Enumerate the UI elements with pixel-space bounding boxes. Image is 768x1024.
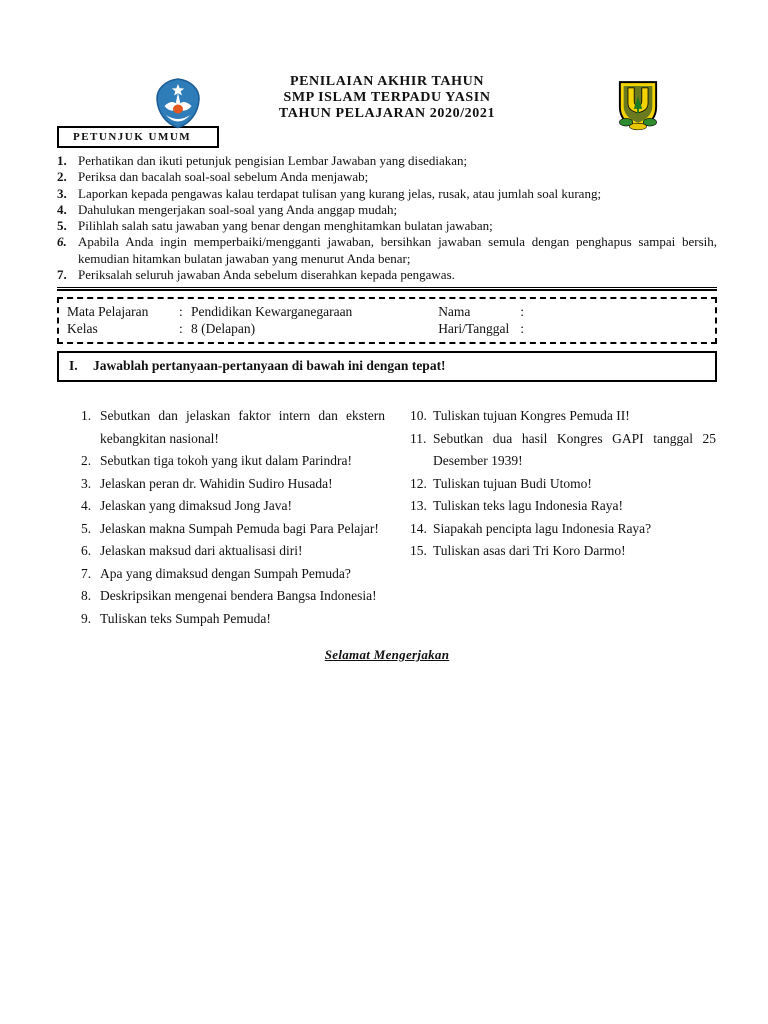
question-text: Jelaskan maksud dari aktualisasi diri! xyxy=(100,543,303,559)
instruction-text: Laporkan kepada pengawas kalau terdapat tulisan yang kurang jelas, rusak, atau jumlah soal kurang; xyxy=(78,185,602,201)
question-item xyxy=(410,540,716,563)
school-crest-logo-icon xyxy=(617,80,659,137)
instruction-text: Perhatikan dan ikuti petunjuk pengisian Lembar Jawaban yang disediakan; xyxy=(78,153,468,168)
subject-value: Pendidikan Kewarganegaraan xyxy=(191,304,353,320)
questions-left-column xyxy=(81,405,385,630)
exam-info-left xyxy=(67,303,438,337)
question-item xyxy=(410,405,716,428)
colon: : xyxy=(520,321,524,337)
question-text: Tuliskan teks lagu Indonesia Raya! xyxy=(433,498,623,514)
question-number: 1. xyxy=(81,408,92,424)
instruction-number: 2. xyxy=(57,169,67,185)
question-item xyxy=(81,585,385,608)
tut-wuri-handayani-logo-icon xyxy=(154,78,202,135)
question-text: Tuliskan teks Sumpah Pemuda! xyxy=(100,610,271,626)
question-number: 6. xyxy=(81,543,92,559)
date-label: Hari/Tanggal xyxy=(438,321,510,337)
question-number: 15. xyxy=(410,543,427,559)
question-item xyxy=(81,450,385,473)
question-number: 14. xyxy=(410,520,427,536)
question-text: Deskripsikan mengenai bendera Bangsa Indonesia! xyxy=(100,588,377,604)
questions-right-column xyxy=(410,405,716,630)
question-number: 11. xyxy=(410,430,427,446)
question-item xyxy=(81,495,385,518)
instruction-item xyxy=(57,153,717,169)
date-value-blank xyxy=(532,320,707,337)
exam-info-right xyxy=(438,303,707,337)
instruction-text: Pilihlah salah satu jawaban yang benar dengan menghitamkan bulatan jawaban; xyxy=(78,218,493,234)
exam-info-box xyxy=(57,297,717,344)
instruction-number: 3. xyxy=(57,185,67,201)
question-number: 8. xyxy=(81,588,92,604)
instruction-number: 5. xyxy=(57,218,67,234)
question-number: 4. xyxy=(81,498,92,514)
document-header xyxy=(57,74,717,126)
class-label: Kelas xyxy=(67,321,98,337)
name-label: Nama xyxy=(438,304,471,320)
instruction-text: Periksalah seluruh jawaban Anda sebelum diserahkan kepada pengawas. xyxy=(78,267,455,283)
question-text: Sebutkan dua hasil Kongres GAPI tanggal 25 Desember 1939! xyxy=(433,430,716,469)
instruction-number: 6. xyxy=(57,234,67,250)
section-header-box xyxy=(57,351,717,382)
name-row xyxy=(438,303,707,320)
instruction-number: 7. xyxy=(57,267,67,283)
question-number: 2. xyxy=(81,453,92,469)
question-item xyxy=(410,518,716,541)
question-item xyxy=(410,473,716,496)
instruction-item xyxy=(57,218,717,234)
class-row xyxy=(67,320,438,337)
instruction-text: Periksa dan bacalah soal-soal sebelum Anda menjawab; xyxy=(78,169,369,185)
question-item xyxy=(81,563,385,586)
instruction-text: Dahulukan mengerjakan soal-soal yang Anda anggap mudah; xyxy=(78,201,398,217)
question-item xyxy=(81,540,385,563)
title-line-3: TAHUN PELAJARAN 2020/2021 xyxy=(278,106,496,121)
question-text: Apa yang dimaksud dengan Sumpah Pemuda? xyxy=(100,565,351,581)
question-item xyxy=(410,495,716,518)
closing-text: Selamat Mengerjakan xyxy=(324,647,450,663)
class-value: 8 (Delapan) xyxy=(191,321,256,337)
instruction-text: Apabila Anda ingin memperbaiki/mengganti jawaban, bersihkan jawaban semula dengan penghapus sampai bersih, kemudian hitamkan bulatan jawaban yang menurut Anda benar; xyxy=(78,234,717,266)
question-item xyxy=(410,428,716,473)
instruction-item xyxy=(57,202,717,218)
question-number: 7. xyxy=(81,565,92,581)
colon: : xyxy=(179,321,183,337)
name-value-blank xyxy=(532,303,707,320)
question-text: Tuliskan asas dari Tri Koro Darmo! xyxy=(433,543,626,559)
question-text: Jelaskan yang dimaksud Jong Java! xyxy=(100,498,292,514)
question-text: Sebutkan dan jelaskan faktor intern dan ekstern kebangkitan nasional! xyxy=(100,408,385,446)
question-number: 12. xyxy=(410,475,427,491)
question-text: Tuliskan tujuan Budi Utomo! xyxy=(433,475,592,491)
question-text: Jelaskan peran dr. Wahidin Sudiro Husada! xyxy=(100,475,333,491)
instruction-item xyxy=(57,169,717,185)
divider-line xyxy=(57,287,717,291)
instruction-item xyxy=(57,267,717,283)
question-number: 9. xyxy=(81,610,92,626)
question-number: 10. xyxy=(410,408,427,424)
questions-area xyxy=(81,405,717,630)
subject-row xyxy=(67,303,438,320)
question-item xyxy=(81,405,385,450)
colon: : xyxy=(179,304,183,320)
title-line-1: PENILAIAN AKHIR TAHUN xyxy=(289,74,485,89)
question-number: 13. xyxy=(410,498,427,514)
instruction-item xyxy=(57,234,717,267)
date-row xyxy=(438,320,707,337)
section-number: I. xyxy=(69,358,78,374)
question-text: Siapakah pencipta lagu Indonesia Raya? xyxy=(433,520,652,536)
subject-label: Mata Pelajaran xyxy=(67,304,149,320)
title-line-2: SMP ISLAM TERPADU YASIN xyxy=(283,90,491,105)
instructions-list xyxy=(57,153,717,283)
question-text: Sebutkan tiga tokoh yang ikut dalam Parindra! xyxy=(100,453,352,469)
question-item xyxy=(81,608,385,631)
instruction-item xyxy=(57,186,717,202)
question-text: Jelaskan makna Sumpah Pemuda bagi Para Pelajar! xyxy=(100,520,379,536)
question-item xyxy=(81,473,385,496)
general-instructions-heading: PETUNJUK UMUM xyxy=(57,126,219,148)
section-title: Jawablah pertanyaan-pertanyaan di bawah ini dengan tepat! xyxy=(93,358,446,374)
instruction-number: 1. xyxy=(57,153,67,168)
question-text: Tuliskan tujuan Kongres Pemuda II! xyxy=(433,408,630,424)
colon: : xyxy=(520,304,524,320)
question-number: 3. xyxy=(81,475,92,491)
question-item xyxy=(81,518,385,541)
question-number: 5. xyxy=(81,520,92,536)
instruction-number: 4. xyxy=(57,201,67,217)
